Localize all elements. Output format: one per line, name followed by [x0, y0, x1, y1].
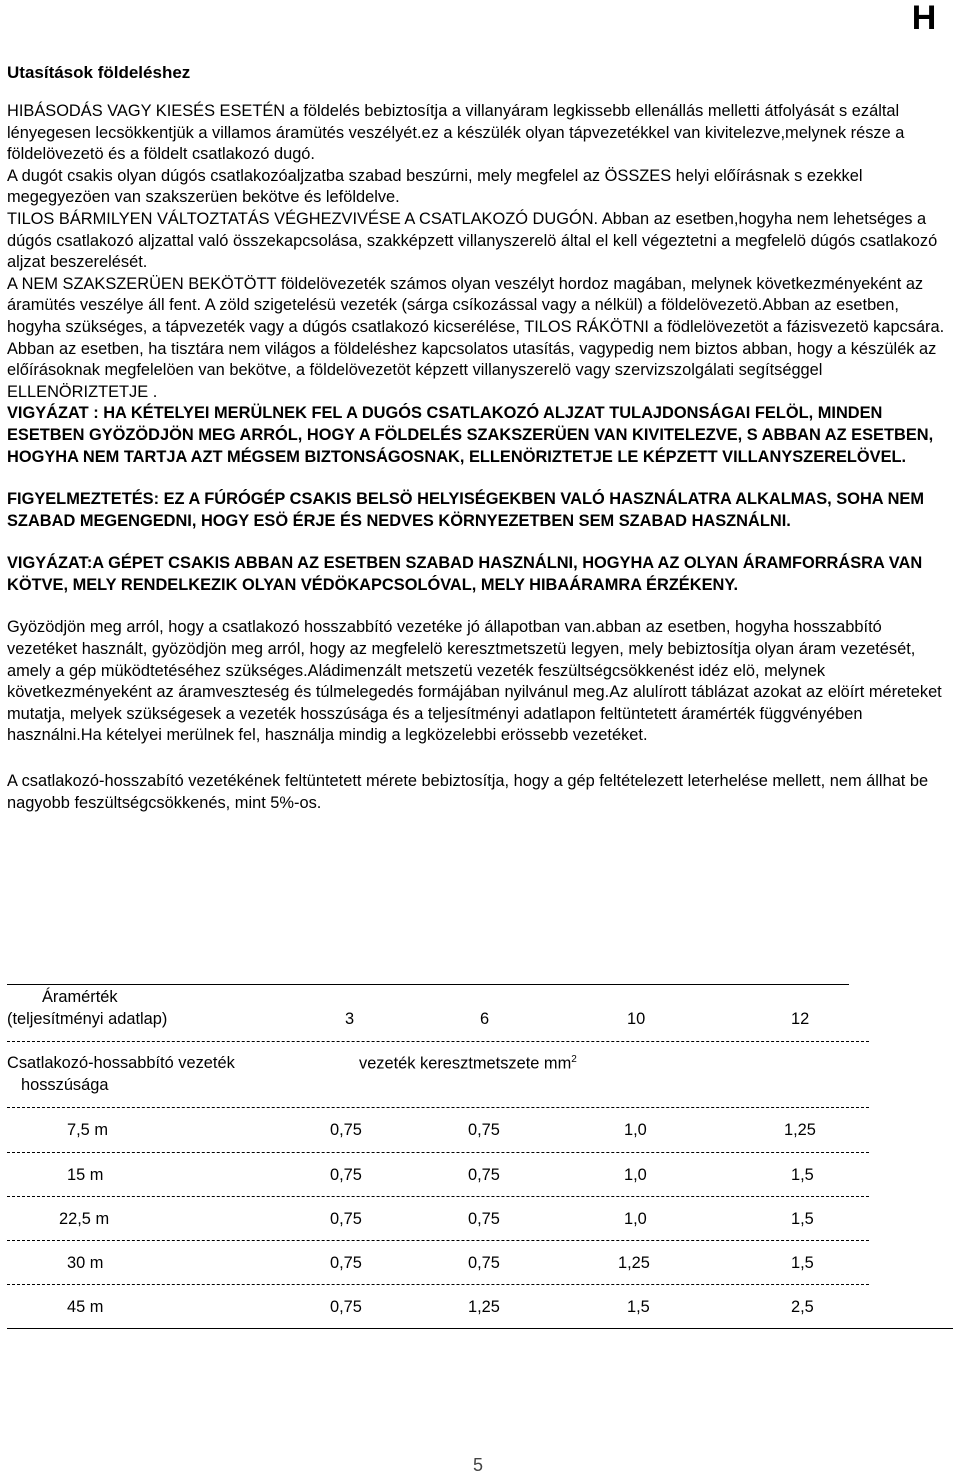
cross-section-value: 0,75 — [330, 1121, 362, 1139]
paragraph-no-modification: TILOS BÁRMILYEN VÁLTOZTATÁS VÉGHEZVIVÉSE A CSATLAKOZÓ DUGÓN. Abban az esetben,hogyha nem lehetséges a dúgós csatlakozó aljzattal való összekapcsolása, szakképzett villanyszerelö által el kell végeztetni a megfelelö dúgós csatlakozó aljzat beszerelését. — [7, 209, 938, 272]
cross-section-unit-exponent: 2 — [571, 1054, 577, 1065]
warning-rcd-required: VIGYÁZAT:A GÉPET CSAKIS ABBAN AZ ESETBEN SZABAD HASZNÁLNI, HOGYHA AZ OLYAN ÁRAMFORRÁSRA VAN KÖTVE, MELY RENDELKEZIK OLYAN VÉDÖKAPCSOLÓVAL, MELY HIBAÁRAMRA ÉRZÉKENY. — [7, 554, 923, 594]
amp-value: 12 — [791, 1010, 810, 1028]
cable-length: 45 m — [67, 1298, 104, 1316]
cross-section-value: 1,0 — [624, 1121, 647, 1139]
cross-section-value: 0,75 — [468, 1166, 500, 1184]
cross-section-value: 1,5 — [791, 1254, 814, 1272]
table-bottom-rule — [7, 1328, 953, 1329]
cross-section-value: 0,75 — [330, 1298, 362, 1316]
cross-section-label: vezeték keresztmetszete $mm^2$ — [359, 1054, 577, 1073]
cable-length: 15 m — [67, 1166, 104, 1184]
cross-section-value: 1,5 — [627, 1298, 650, 1316]
amp-value: 6 — [480, 1010, 490, 1028]
paragraph-grounding-fault: HIBÁSODÁS VAGY KIESÉS ESETÉN a földelés bebiztosítja a villanyáram legkissebb ellenállás melletti átfolyását s ezáltal lényegesen lecsökkentjük a villamos áramütés veszélyét.ez a készülék olyan tápvezetékkel van kivitelezve,melynek része a földelövezetö és a földelt csatlakozó dugó. — [7, 102, 905, 164]
cross-section-value: 2,5 — [791, 1298, 814, 1316]
table-divider — [7, 1152, 869, 1153]
table-divider — [7, 1196, 869, 1197]
language-tab: H — [888, 0, 960, 36]
page-number: 5 — [473, 1455, 484, 1475]
paragraph-improper-connection: A NEM SZAKSZERÜEN BEKÖTÖTT földelövezeték számos olyan veszélyt hordoz magában, melynek következményeként az áramütés veszélye áll fent. A zöld szigetelésü vezeték (sárga csíkozással vagy a nélkül) a földelövezetö.Abban az esetben, hogyha szükséges, a tápvezeték vagy a dúgós csatlakozó kicserélése, TILOS RÁKÖTNI a födlelövezetöt a fázisvezetö kapcsára. Abban az esetben, ha tisztára nem világos a földeléshez kapcsolatos utasítás, vagypedig nem biztos abban, hogy a készülék az előírásoknak megfelelöen van bekötve, a földelövezetöt képzett villanyszerelö vagy szervizszolgálati segítséggel ELLENÖRIZTETJE . — [7, 274, 945, 401]
table-divider — [7, 1284, 869, 1285]
cross-section-value: 0,75 — [330, 1210, 362, 1228]
cross-section-value: 0,75 — [468, 1210, 500, 1228]
cross-section-value: 1,25 — [784, 1121, 816, 1139]
paragraph-voltage-drop: A csatlakozó-hosszabító vezetékének feltüntetett mérete bebiztosítja, hogy a gép feltételezett leterhelése mellett, nem állhat be nagyobb feszültségcsökkenés, mint 5%-os. — [7, 772, 929, 812]
table-divider — [7, 1107, 869, 1108]
table-top-rule — [7, 984, 849, 985]
document-body — [7, 101, 953, 814]
cross-section-value: 0,75 — [330, 1254, 362, 1272]
warning-indoor-only: FIGYELMEZTETÉS: EZ A FÚRÓGÉP CSAKIS BELSÖ HELYISÉGEKBEN VALÓ HASZNÁLATRA ALKALMAS, SOHA NEM SZABAD MEGENGEDNI, HOGY ESÖ ÉRJE ÉS NEDVES KÖRNYEZETBEN SEM SZABAD HASZNÁLNI. — [7, 490, 925, 530]
warning-socket-doubt: VIGYÁZAT : HA KÉTELYEI MERÜLNEK FEL A DUGÓS CSATLAKOZÓ ALJZAT TULAJDONSÁGAI FELÖL, MINDEN ESETBEN GYÖZÖDJÖN MEG ARRÓL, HOGY A FÖLDELÉS SZAKSZERÜEN VAN KIVITELEZVE, S ABBAN AZ ESETBEN, HOGYHA NEM TARTJA AZT MÉGSEM BIZTONSÁGOSNAK, ELLENÖRIZTETJE LE KÉPZETT VILLANYSZERELÖVEL. — [7, 404, 934, 466]
length-label-line1: Csatlakozó-hossabbító vezeték — [7, 1054, 235, 1072]
amperage-header-line1: Áramérték — [42, 988, 118, 1006]
cross-section-value: 1,25 — [468, 1298, 500, 1316]
cross-section-value: 1,25 — [618, 1254, 650, 1272]
paragraph-socket-requirement: A dugót csakis olyan dúgós csatlakozóaljzatba szabad beszúrni, mely megfelel az ÖSSZES helyi előírásnak s ezekkel megegyezöen van szakszerüen bekötve és leföldelve. — [7, 166, 863, 207]
amp-value: 3 — [345, 1010, 355, 1028]
paragraph-extension-cable: Gyözödjön meg arról, hogy a csatlakozó hosszabbító vezetéke jó állapotban van.abban az esetben, hogyha hosszabbító vezetéket használt, gyözödjön meg arról, hogy az megfelelö keresztmetszetü legyen, mely bebiztosítja olyan áram vezetését, amely a gép müködtetéséhez szükséges.Aládimenzált metszetü vezeték feszültségcsökkenést idéz elö, melynek következményeként az áramveszteség és túlmelegedés formájában nyilvánul meg.Az alulírott táblázat azokat az elöírt méreteket mutatja, melyek szükségesek a vezeték hosszúsága és a teljesítményi adatlapon feltüntetett áramérték függvényében használni.Ha kételyei merülnek fel, használja mindig a legközelebbi erössebb vezetéket. — [7, 618, 942, 745]
cross-section-value: 1,5 — [791, 1166, 814, 1184]
table-divider — [7, 1240, 869, 1241]
cross-section-value: 1,0 — [624, 1210, 647, 1228]
cable-length: 7,5 m — [67, 1121, 108, 1139]
amp-value: 10 — [627, 1010, 646, 1028]
cable-length: 22,5 m — [59, 1210, 110, 1228]
cross-section-value: 0,75 — [468, 1254, 500, 1272]
cross-section-value: 1,0 — [624, 1166, 647, 1184]
table-divider — [7, 1041, 869, 1042]
cross-section-value: 0,75 — [330, 1166, 362, 1184]
page-title: Utasítások földeléshez — [7, 63, 191, 82]
amperage-header-line2: (teljesítményi adatlap) — [7, 1010, 168, 1028]
cable-length: 30 m — [67, 1254, 104, 1272]
cross-section-value: 1,5 — [791, 1210, 814, 1228]
cross-section-value: 0,75 — [468, 1121, 500, 1139]
length-label-line2: hosszúsága — [21, 1076, 109, 1094]
